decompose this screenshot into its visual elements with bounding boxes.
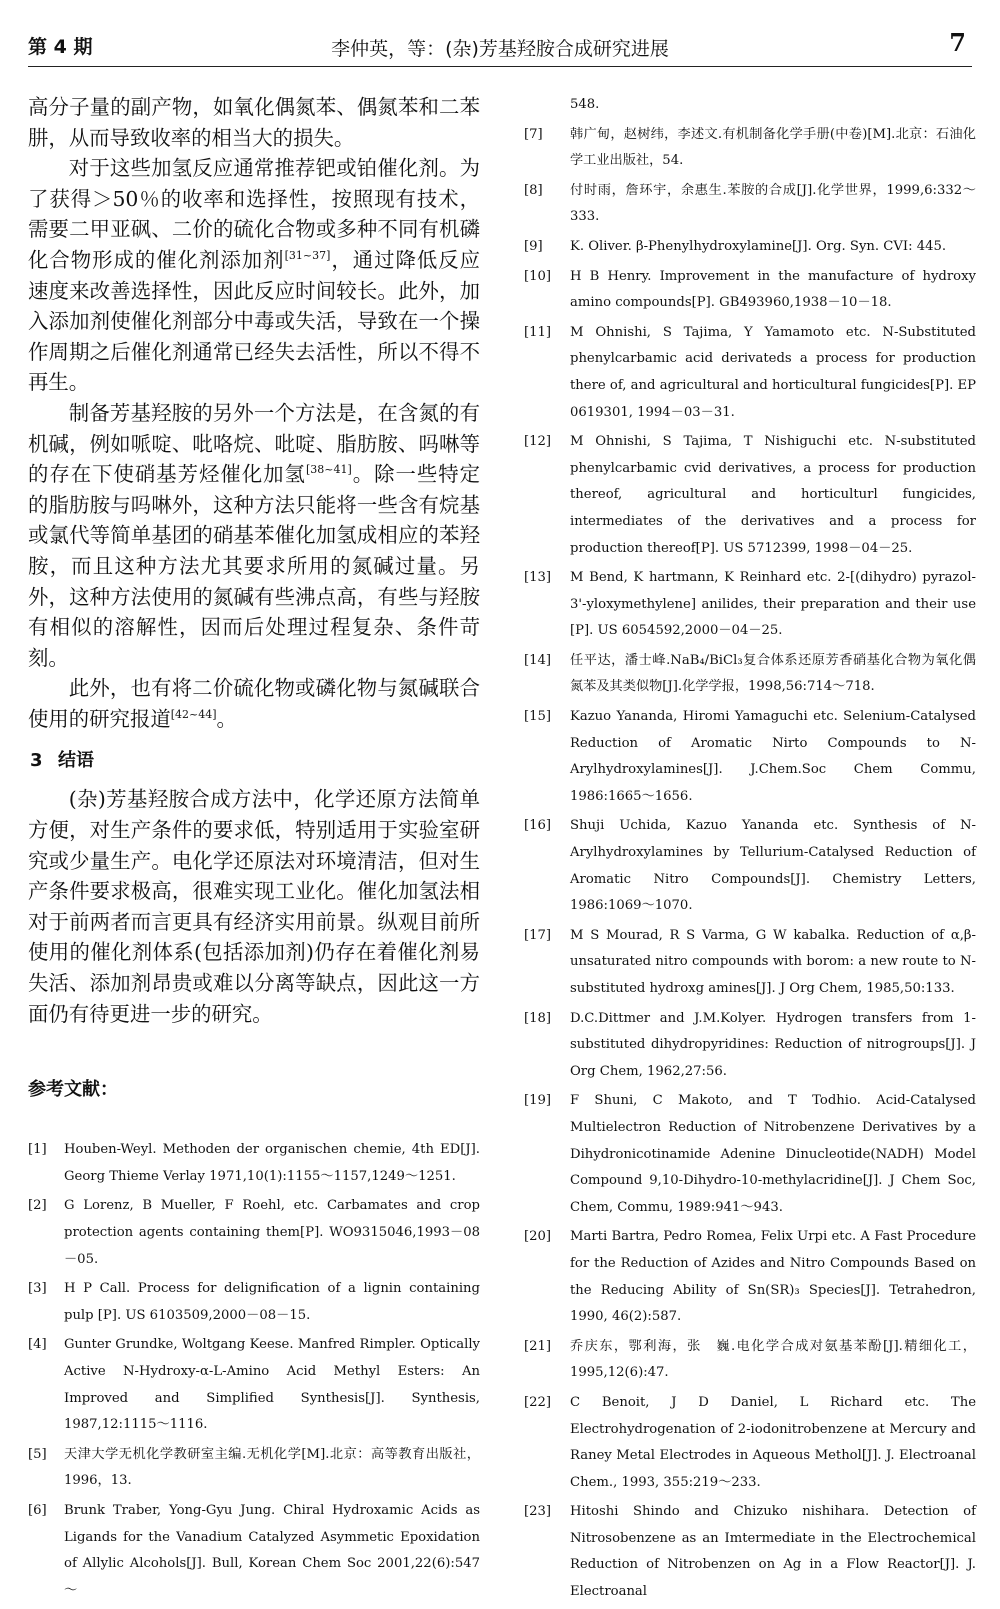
section-title: 结语 [58, 750, 94, 772]
reference-number: [20] [524, 1229, 552, 1245]
reference-item [28, 1442, 480, 1495]
paragraph [28, 398, 480, 673]
reference-text: Brunk Traber, Yong-Gyu Jung. Chiral Hydroxamic Acids as Ligands for the Vanadium Catalyzed Asymmetic Epoxidation of Allylic Alcohols[J]. Bull, Korean Chem Soc 2001,22(6):547～ [64, 1502, 480, 1598]
reference-text: F Shuni, C Makoto, and T Todhio. Acid-Catalysed Multielectron Reduction of Nitrobenzene Derivatives by a Dihydronicotinamide Adenine Dinucleotide(NADH) Model Compound 9,10-Dihydro-10-methylacridine[J]. J Chem Soc, Chem, Commu, 1989:941～943. [570, 1093, 976, 1215]
reference-item [524, 320, 976, 426]
reference-item [28, 1137, 480, 1190]
reference-text: C Benoit, J D Daniel, L Richard etc. The Electrohydrogenation of 2-iodonitrobenzene at Mercury and Raney Metal Electrodes in Aqueous Methol[J]. J. Electroanal Chem., 1993, 355:219～233. [570, 1394, 976, 1490]
reference-text: Houben-Weyl. Methoden der organischen chemie, 4th ED[J]. Georg Thieme Verlay 1971,10(1):1155～1157,1249～1251. [64, 1142, 480, 1184]
reference-number: [10] [524, 268, 552, 284]
reference-number: [15] [524, 709, 552, 725]
reference-text: Marti Bartra, Pedro Romea, Felix Urpi etc. A Fast Procedure for the Reduction of Azides and Nitro Compounds Based on the Reducing Ability of Sn(SR)₃ Species[J]. Tetrahedron, 1990, 46(2):587. [570, 1229, 976, 1325]
reference-item [524, 234, 976, 261]
reference-text: 任平达，潘士峰.NaB₄/BiCl₃复合体系还原芳香硝基化合物为氧化偶氮苯及其类似物[J].化学学报，1998,56:714～718. [570, 652, 976, 695]
paragraph-text: 此外，也有将二价硫化物或磷化物与氮碱联合使用的研究报道 [28, 676, 480, 731]
section-number: 3 [30, 750, 43, 772]
reference-number: [14] [524, 652, 552, 668]
reference-item [524, 813, 976, 919]
paragraph: 高分子量的副产物，如氧化偶氮苯、偶氮苯和二苯肼，从而导致收率的相当大的损失。 [28, 95, 480, 150]
reference-continuation: 548. [570, 97, 600, 112]
reference-list [524, 122, 976, 1606]
page-number: 7 [949, 28, 966, 57]
reference-item [524, 923, 976, 1003]
page-header [28, 26, 972, 67]
reference-text: 韩广甸，赵树纬，李述文.有机制备化学手册(中卷)[M].北京：石油化学工业出版社，54. [570, 126, 976, 169]
reference-item [524, 1334, 976, 1387]
reference-item [524, 122, 976, 175]
reference-number: [17] [524, 927, 552, 943]
reference-text: M Ohnishi, S Tajima, Y Yamamoto etc. N-Substituted phenylcarbamic acid derivateds a process for production there of, and agricultural and horticultural fungicides[P]. EP 0619301, 1994－03－31. [570, 324, 976, 420]
reference-number: [1] [28, 1142, 47, 1158]
paragraph-text: 。 [216, 706, 237, 731]
paragraph-text: ，通过降低反应速度来改善选择性，因此反应时间较长。此外，加入添加剂使催化剂部分中毒或失活，导致在一个操作周期之后催化剂通常已经失去活性，所以不得不再生。 [28, 247, 481, 395]
reference-number: [22] [524, 1394, 552, 1410]
reference-item [28, 1276, 480, 1329]
reference-text: K. Oliver. β-Phenylhydroxylamine[J]. Org. Syn. CVI: 445. [570, 238, 947, 254]
reference-text: 乔庆东，鄂利海，张 巍.电化学合成对氨基苯酚[J].精细化工，1995,12(6):47. [570, 1338, 976, 1381]
reference-item [524, 1390, 976, 1496]
reference-item [524, 648, 976, 701]
reference-number: [5] [28, 1446, 47, 1462]
reference-text: M S Mourad, R S Varma, G W kabalka. Reduction of α,β-unsaturated nitro compounds with borom: a new route to N-substituted hydroxg amines[J]. J Org Chem, 1985,50:133. [570, 927, 976, 996]
reference-item [524, 565, 976, 645]
reference-item [524, 178, 976, 231]
reference-text: Shuji Uchida, Kazuo Yananda etc. Synthesis of N-Arylhydroxylamines by Tellurium-Catalysed Reduction of Aromatic Nitro Compounds[J]. Chemistry Letters, 1986:1069～1070. [570, 818, 976, 914]
reference-item [524, 1224, 976, 1330]
reference-number: [11] [524, 324, 552, 340]
paragraph [28, 153, 480, 398]
reference-item [524, 429, 976, 562]
issue-label: 第 4 期 [28, 36, 93, 58]
reference-text: 付时雨，詹环宇，余惠生.苯胺的合成[J].化学世界，1999,6:332～333. [570, 182, 976, 225]
reference-item [524, 264, 976, 317]
citation: [31~37] [284, 248, 331, 262]
reference-number: [16] [524, 818, 552, 834]
reference-text: H B Henry. Improvement in the manufacture of hydroxy amino compounds[P]. GB493960,1938－10－18. [570, 268, 976, 311]
reference-text: M Bend, K hartmann, K Reinhard etc. 2-[(dihydro) pyrazol-3'-yloxymethylene] anilides, their preparation and their use [P]. US 6054592,2000－04－25. [570, 570, 976, 639]
reference-text: Hitoshi Shindo and Chizuko nishihara. Detection of Nitrosobenzene as an Imtermediate in the Electrochemical Reduction of Nitrobenzen on Ag in a Flow Reactor[J]. J. Electroanal [570, 1504, 976, 1600]
reference-number: [12] [524, 434, 552, 450]
reference-item [28, 1498, 480, 1604]
reference-list [28, 1137, 480, 1604]
running-title: 李仲英，等：(杂)芳基羟胺合成研究进展 [331, 38, 669, 60]
reference-text: M Ohnishi, S Tajima, T Nishiguchi etc. N-substituted phenylcarbamic cvid derivatives, a process for production thereof, agricultural and horticulturl fungicides, intermediates of the derivatives and a process for production thereof[P]. US 5712399, 1998－04－25. [570, 434, 976, 556]
reference-number: [9] [524, 238, 543, 254]
reference-text: G Lorenz, B Mueller, F Roehl, etc. Carbamates and crop protection agents containing them[P]. WO9315046,1993－08－05. [64, 1198, 480, 1267]
citation: [38~41] [305, 463, 352, 477]
left-column [28, 92, 480, 1607]
reference-text: D.C.Dittmer and J.M.Kolyer. Hydrogen transfers from 1-substituted dihydropyridines: Reduction of nitrogroups[J]. J Org Chem, 1962,27:56. [570, 1010, 976, 1079]
reference-number: [19] [524, 1093, 552, 1109]
reference-item [28, 1193, 480, 1273]
reference-number: [13] [524, 570, 552, 586]
citation: [42~44] [170, 707, 217, 721]
section-heading [30, 746, 480, 772]
reference-text: 天津大学无机化学教研室主编.无机化学[M].北京：高等教育出版社，1996，13. [64, 1446, 480, 1489]
reference-number: [7] [524, 126, 543, 142]
reference-number: [4] [28, 1337, 47, 1353]
paragraph: (杂)芳基羟胺合成方法中，化学还原方法简单方便，对生产条件的要求低，特别适用于实验室研究或少量生产。电化学还原法对环境清洁，但对生产条件要求极高，很难实现工业化。催化加氢法相对于前两者而言更具有经济实用前景。纵观目前所使用的催化剂体系(包括添加剂)仍存在着催化剂易失活、添加剂昂贵或难以分离等缺点，因此这一方面仍有待更进一步的研究。 [28, 787, 480, 1026]
reference-text: Gunter Grundke, Woltgang Keese. Manfred Rimpler. Optically Active N-Hydroxy-α-L-Amino Acid Methyl Esters: An Improved and Simplified Synthesis[J]. Synthesis, 1987,12:1115～1116. [64, 1337, 480, 1433]
reference-number: [21] [524, 1338, 552, 1354]
reference-number: [3] [28, 1281, 47, 1297]
reference-number: [18] [524, 1010, 552, 1026]
reference-text: Kazuo Yananda, Hiromi Yamaguchi etc. Selenium-Catalysed Reduction of Aromatic Nirto Compounds to N-Arylhydroxylamines[J]. J.Chem.Soc Chem Commu, 1986:1665～1656. [570, 709, 976, 804]
reference-number: [23] [524, 1504, 552, 1520]
reference-item [524, 1006, 976, 1086]
reference-item [524, 704, 976, 810]
reference-item [524, 1088, 976, 1221]
right-column [524, 92, 976, 1609]
reference-number: [6] [28, 1502, 47, 1518]
paragraph-text: 。除一些特定的脂肪胺与吗啉外，这种方法只能将一些含有烷基或氯代等简单基团的硝基苯催化加氢成相应的苯羟胺，而且这种方法尤其要求所用的氮碱过量。另外，这种方法使用的氮碱有些沸点高，有些与羟胺有相似的溶解性，因而后处理过程复杂、条件苛刻。 [28, 462, 481, 670]
paragraph-text: 制备芳基羟胺的另外一个方法是，在含氮的有机碱，例如哌啶、吡咯烷、吡啶、脂肪胺、吗啉等的存在下使硝基芳烃催化加氢 [28, 400, 480, 487]
paragraph [28, 673, 480, 734]
reference-item [28, 1332, 480, 1438]
reference-item [524, 1499, 976, 1605]
reference-number: [8] [524, 182, 543, 198]
reference-number: [2] [28, 1198, 47, 1214]
paragraph-text: 对于这些加氢反应通常推荐钯或铂催化剂。为了获得＞50％的收率和选择性，按照现有技术，需要二甲亚砜、二价的硫化合物或多种不同有机磷化合物形成的催化剂添加剂 [28, 156, 480, 272]
reference-text: H P Call. Process for delignification of a lignin containing pulp [P]. US 6103509,2000－08－15. [64, 1281, 480, 1323]
references-title: 参考文献： [28, 1079, 118, 1101]
